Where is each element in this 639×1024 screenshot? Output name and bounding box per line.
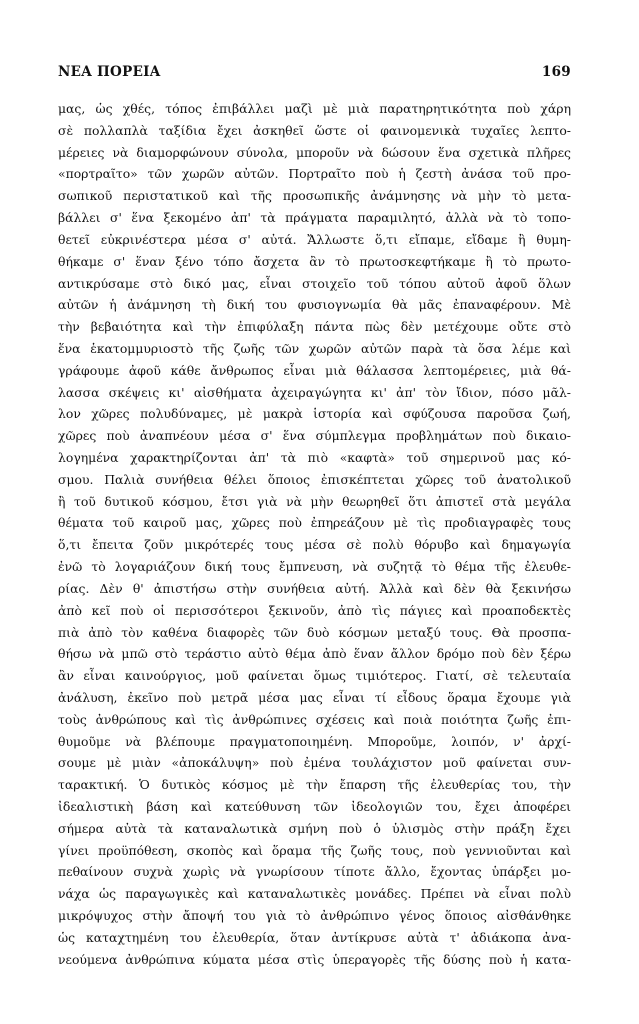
text-line: βάλλει σ' ἕνα ξεκομένο ἀπ' τὰ πράγματα παραμιλητό, ἀλλὰ νὰ τὸ τοπο- (58, 210, 571, 226)
text-line: μικρόψυχος στὴν ἄποψή του γιὰ τὸ ἀνθρώπινο γένος ὅποιος αἰσθάνθηκε (58, 908, 571, 924)
text-line: θήσω νὰ μπῶ στὸ τεράστιο αὐτὸ θέμα ἀπὸ ἕναν ἄλλον δρόμο ποὺ δὲν ξέρω (58, 646, 571, 662)
text-line: γράφουμε ἀφοῦ κάθε ἄνθρωπος εἶναι μιὰ θάλασσα λεπτομέρειες, μιὰ θά- (58, 362, 571, 378)
text-line: ἕνα ἑκατομμυριοστὸ τῆς ζωῆς τῶν χωρῶν αὐτῶν παρὰ τὰ ὅσα λέμε καὶ (58, 340, 571, 356)
text-line: θέματα τοῦ καιροῦ μας, χῶρες ποὺ ἐπηρεάζουν μὲ τὶς προδιαγραφὲς τους (58, 515, 571, 531)
text-line: αὐτῶν ἡ ἀνάμνηση τὴ δική του φυσιογνωμία θὰ μᾶς ἐπαναφέρουν. Μὲ (58, 297, 571, 313)
running-title: ΝΕΑ ΠΟΡΕΙΑ (58, 64, 161, 80)
text-line: «πορτραῖτο» τῶν χωρῶν αὐτῶν. Πορτραῖτο ποὺ ἡ ζεστὴ ἀνάσα τοῦ προ- (58, 166, 571, 182)
text-line: ἀνάλυση, ἐκεῖνο ποὺ μετρᾶ μέσα μας εἶναι τί εἶδους ὅραμα ἔχουμε γιὰ (58, 689, 571, 705)
text-line: τὴν βεβαιότητα καὶ τὴν ἐπιφύλαξη πάντα πὼς δὲν μετέχουμε οὔτε στὸ (58, 319, 571, 335)
running-head (58, 64, 571, 84)
text-line: πεθαίνουν συχνὰ χωρὶς νὰ γνωρίσουν τίποτε ἄλλο, ἔχοντας ὑπάρξει μο- (58, 864, 571, 880)
text-line: σωπικοῦ περιστατικοῦ καὶ τῆς προσωπικῆς ἀνάμνησης νὰ μὴν τὸ μετα- (58, 188, 571, 204)
text-line: σήμερα αὐτὰ τὰ καταναλωτικὰ σμήνη ποὺ ὁ ὑλισμὸς στὴν πράξη ἔχει (58, 820, 571, 836)
text-line: ὅ,τι ἔπειτα ζοῦν μικρότερές τους μέσα σὲ πολὺ θόρυβο καὶ δημαγωγία (58, 537, 571, 553)
text-line: πιὰ ἀπὸ τὸν καθένα διαφορὲς τῶν δυὸ κόσμων μεταξύ τους. Θὰ προσπα- (58, 624, 571, 640)
text-line: ἂν εἶναι καινούργιος, μοῦ φαίνεται ὅμως τιμιότερος. Γιατί, σὲ τελευταία (58, 668, 571, 684)
text-line: λον χῶρες πολυδύναμες, μὲ μακρὰ ἱστορία καὶ σφύζουσα παροῦσα ζωή, (58, 406, 571, 422)
text-line: αντικρύσαμε στὸ δικό μας, εἶναι στοιχεῖο τοῦ τόπου αὐτοῦ ἀφοῦ ὅλων (58, 275, 571, 291)
text-line: θυμοῦμε νὰ βλέπουμε πραγματοποιημένη. Μποροῦμε, λοιπόν, ν' ἀρχί- (58, 733, 571, 749)
text-line: γίνει προϋπόθεση, σκοπὸς καὶ ὅραμα τῆς ζωῆς τους, ποὺ γεννιοῦνται καὶ (58, 842, 571, 858)
text-line: ἀπὸ κεῖ ποὺ οἱ περισσότεροι ξεκινοῦν, ἀπὸ τὶς πάγιες καὶ προαποδεκτὲς (58, 602, 571, 618)
text-line: θήκαμε σ' ἕναν ξένο τόπο ἄσχετα ἂν τὸ πρωτοσκεφτήκαμε ἢ τὸ πρωτο- (58, 253, 571, 269)
text-line: νάχα ὡς παραγωγικὲς καὶ καταναλωτικὲς μονάδες. Πρέπει νὰ εἶναι πολὺ (58, 886, 571, 902)
text-line: σουμε μὲ μιὰν «ἀποκάλυψη» ποὺ ἐμένα τουλάχιστον μοῦ φαίνεται συν- (58, 755, 571, 771)
text-line: λογημένα χαρακτηρίζονται ἀπ' τὰ πιὸ «καφτὰ» τοῦ σημερινοῦ μας κό- (58, 450, 571, 465)
text-line: ρίας. Δὲν θ' ἀπιστήσω στὴν συνήθεια αὐτή. Ἀλλὰ καὶ δὲν θὰ ξεκινήσω (58, 580, 571, 596)
text-line: νεούμενα ἀνθρώπινα κύματα μέσα στὶς ὑπεραγορὲς τῆς δύσης ποὺ ἡ κατα- (58, 951, 571, 967)
page-number: 169 (541, 64, 571, 80)
text-line: ἐνῶ τὸ λογαριάζουν δική τους ἔμπνευση, νὰ συζητᾷ τὸ θέμα τῆς ἐλευθε- (58, 559, 571, 575)
text-line: ὡς καταχτημένη του ἐλευθερία, ὅταν ἀντίκρυσε αὐτὰ τ' ἀδιάκοπα ἀνα- (58, 929, 571, 945)
text-line: λασσα σκέψεις κι' αἰσθήματα ἀχειραγώγητα κι' ἀπ' τὸν ἴδιον, πόσο μᾶλ- (58, 384, 571, 400)
text-line: χῶρες ποὺ ἀναπνέουν μέσα σ' ἕνα σύμπλεγμα προβλημάτων ποὺ δικαιο- (58, 428, 571, 444)
text-line: θετεῖ εὐκρινέστερα μέσα σ' αὐτά. Ἄλλωστε ὅ,τι εἴπαμε, εἴδαμε ἢ θυμη- (58, 231, 571, 247)
text-line: ἰδεαλιστικὴ βάση καὶ κατεύθυνση τῶν ἰδεολογιῶν του, ἔχει ἀποφέρει (58, 799, 571, 814)
text-line: μέρειες νὰ διαμορφώνουν σύνολα, μποροῦν νὰ δώσουν ἕνα σχετικὰ πλῆρες (58, 144, 571, 160)
body-text (58, 98, 571, 971)
text-line: τοὺς ἀνθρώπους καὶ τὶς ἀνθρώπινες σχέσεις καὶ ποιὰ ποιότητα ζωῆς ἐπι- (58, 711, 571, 727)
text-line: μας, ὡς χθές, τόπος ἐπιβάλλει μαζὶ μὲ μιὰ παρατηρητικότητα ποὺ χάρη (58, 101, 571, 116)
text-line: σμου. Παλιὰ συνήθεια θέλει ὅποιος ἐπισκέπτεται χῶρες τοῦ ἀνατολικοῦ (58, 471, 571, 487)
text-line: ταρακτική. Ὁ δυτικὸς κόσμος μὲ τὴν ἔπαρση τῆς ἐλευθερίας του, τὴν (58, 777, 571, 793)
text-line: σὲ πολλαπλὰ ταξίδια ἔχει ἀσκηθεῖ ὥστε οἱ φαινομενικὰ τυχαῖες λεπτο- (58, 122, 571, 138)
text-line: ἢ τοῦ δυτικοῦ κόσμου, ἔτσι γιὰ νὰ μὴν θεωρηθεῖ ὅτι ἀπιστεῖ στὰ μεγάλα (58, 493, 571, 509)
